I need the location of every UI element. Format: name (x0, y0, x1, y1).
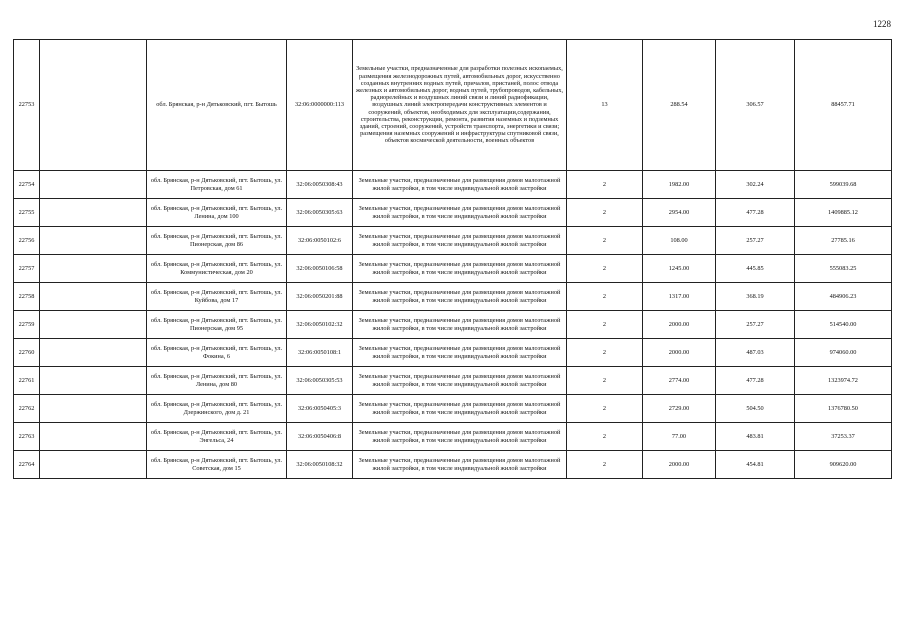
group-number-cell: 2 (567, 451, 643, 479)
row-number-cell: 22755 (14, 199, 40, 227)
cadastral-value-cell: 555083.25 (795, 255, 892, 283)
group-number-cell: 2 (567, 339, 643, 367)
table-row (14, 451, 892, 479)
group-number-cell: 2 (567, 367, 643, 395)
table-row (14, 283, 892, 311)
specific-value-cell: 306.57 (716, 40, 795, 171)
group-number-cell: 2 (567, 171, 643, 199)
table-row (14, 171, 892, 199)
page-number: 1228 (873, 19, 891, 29)
table-row (14, 40, 892, 171)
row-number-cell: 22764 (14, 451, 40, 479)
specific-value-cell: 477.28 (716, 367, 795, 395)
group-number-cell: 2 (567, 199, 643, 227)
table-row (14, 423, 892, 451)
table-body (14, 40, 892, 479)
address-cell: обл. Брянская, р-н Дятьковский, пгт. Бытошь, ул. Энгельса, 24 (147, 423, 287, 451)
cadastral-value-cell: 514540.00 (795, 311, 892, 339)
empty-cell (40, 40, 147, 171)
specific-value-cell: 504.50 (716, 395, 795, 423)
table-row (14, 255, 892, 283)
area-cell: 2000.00 (643, 311, 716, 339)
address-cell: обл. Брянская, р-н Дятьковский, пгт. Бытошь, ул. Петровская, дом 61 (147, 171, 287, 199)
specific-value-cell: 454.81 (716, 451, 795, 479)
row-number-cell: 22758 (14, 283, 40, 311)
land-use-cell: Земельные участки, предназначенные для размещения домов малоэтажной жилой застройки, в том числе индивидуальной жилой застройки (353, 283, 567, 311)
area-cell: 1317.00 (643, 283, 716, 311)
address-cell: обл. Брянская, р-н Дятьковский, пгт. Бытошь, ул. Коммунистическая, дом 20 (147, 255, 287, 283)
empty-cell (40, 367, 147, 395)
cadastral-number-cell: 32:06:0050308:43 (287, 171, 353, 199)
address-cell: обл. Брянская, р-н Дятьковский, пгт. Бытошь (147, 40, 287, 171)
specific-value-cell: 302.24 (716, 171, 795, 199)
row-number-cell: 22761 (14, 367, 40, 395)
specific-value-cell: 483.81 (716, 423, 795, 451)
specific-value-cell: 445.85 (716, 255, 795, 283)
area-cell: 2954.00 (643, 199, 716, 227)
land-use-cell: Земельные участки, предназначенные для размещения домов малоэтажной жилой застройки, в том числе индивидуальной жилой застройки (353, 339, 567, 367)
cadastral-value-cell: 88457.71 (795, 40, 892, 171)
table-row (14, 395, 892, 423)
empty-cell (40, 339, 147, 367)
cadastral-number-cell: 32:06:0050305:63 (287, 199, 353, 227)
land-use-cell: Земельные участки, предназначенные для размещения домов малоэтажной жилой застройки, в том числе индивидуальной жилой застройки (353, 451, 567, 479)
cadastral-number-cell: 32:06:0050406:8 (287, 423, 353, 451)
cadastral-value-cell: 599039.68 (795, 171, 892, 199)
empty-cell (40, 255, 147, 283)
area-cell: 2729.00 (643, 395, 716, 423)
table-row (14, 339, 892, 367)
group-number-cell: 2 (567, 283, 643, 311)
address-cell: обл. Брянская, р-н Дятьковский, пгт. Бытошь, ул. Куйбова, дом 17 (147, 283, 287, 311)
address-cell: обл. Брянская, р-н Дятьковский, пгт. Бытошь, ул. Ленина, дом 80 (147, 367, 287, 395)
specific-value-cell: 368.19 (716, 283, 795, 311)
cadastral-value-table (13, 39, 892, 479)
empty-cell (40, 451, 147, 479)
specific-value-cell: 477.28 (716, 199, 795, 227)
cadastral-value-cell: 974060.00 (795, 339, 892, 367)
address-cell: обл. Брянская, р-н Дятьковский, пгт. Бытошь, ул. Ленина, дом 100 (147, 199, 287, 227)
cadastral-value-cell: 37253.37 (795, 423, 892, 451)
empty-cell (40, 227, 147, 255)
empty-cell (40, 283, 147, 311)
area-cell: 1245.00 (643, 255, 716, 283)
table-row (14, 227, 892, 255)
area-cell: 77.00 (643, 423, 716, 451)
cadastral-value-cell: 1376780.50 (795, 395, 892, 423)
specific-value-cell: 487.03 (716, 339, 795, 367)
row-number-cell: 22759 (14, 311, 40, 339)
empty-cell (40, 395, 147, 423)
empty-cell (40, 311, 147, 339)
group-number-cell: 2 (567, 395, 643, 423)
row-number-cell: 22762 (14, 395, 40, 423)
address-cell: обл. Брянская, р-н Дятьковский, пгт. Бытошь, ул. Пионерская, дом 86 (147, 227, 287, 255)
specific-value-cell: 257.27 (716, 311, 795, 339)
group-number-cell: 2 (567, 423, 643, 451)
cadastral-number-cell: 32:06:0050102:32 (287, 311, 353, 339)
cadastral-number-cell: 32:06:0050305:53 (287, 367, 353, 395)
area-cell: 108.00 (643, 227, 716, 255)
area-cell: 2774.00 (643, 367, 716, 395)
area-cell: 1982.00 (643, 171, 716, 199)
cadastral-value-cell: 27785.16 (795, 227, 892, 255)
cadastral-number-cell: 32:06:0050108:32 (287, 451, 353, 479)
land-use-cell: Земельные участки, предназначенные для размещения домов малоэтажной жилой застройки, в том числе индивидуальной жилой застройки (353, 395, 567, 423)
land-use-cell: Земельные участки, предназначенные для разработки полезных ископаемых, размещения железнодорожных путей, автомобильных дорог, искусственно созданных внутренних водных путей, причалов, пристаней, полос отвода железных и автомобильных дорог, водных путей, трубопроводов, кабельных, радиорелейных и воздушных линий связи и линий радиофикации, воздушных линий электропередачи конструктивных элементов и сооружений, объектов, необходимых для эксплуатации,содержания, строительства, реконструкции, ремонта, развития наземных и подземных зданий, строений, сооружений, устройств транспорта, энергетики и связи; размещения наземных сооружений и инфраструктуры спутниковой связи, объектов космической деятельности, военных объектов (353, 40, 567, 171)
group-number-cell: 13 (567, 40, 643, 171)
cadastral-number-cell: 32:06:0050108:1 (287, 339, 353, 367)
cadastral-number-cell: 32:06:0050106:58 (287, 255, 353, 283)
address-cell: обл. Брянская, р-н Дятьковский, пгт. Бытошь, ул. Фокина, 6 (147, 339, 287, 367)
area-cell: 2000.00 (643, 451, 716, 479)
land-use-cell: Земельные участки, предназначенные для размещения домов малоэтажной жилой застройки, в том числе индивидуальной жилой застройки (353, 199, 567, 227)
land-use-cell: Земельные участки, предназначенные для размещения домов малоэтажной жилой застройки, в том числе индивидуальной жилой застройки (353, 171, 567, 199)
empty-cell (40, 171, 147, 199)
table-row (14, 311, 892, 339)
table-row (14, 367, 892, 395)
row-number-cell: 22753 (14, 40, 40, 171)
area-cell: 2000.00 (643, 339, 716, 367)
row-number-cell: 22754 (14, 171, 40, 199)
row-number-cell: 22756 (14, 227, 40, 255)
row-number-cell: 22760 (14, 339, 40, 367)
cadastral-value-cell: 1409885.12 (795, 199, 892, 227)
area-cell: 288.54 (643, 40, 716, 171)
land-use-cell: Земельные участки, предназначенные для размещения домов малоэтажной жилой застройки, в том числе индивидуальной жилой застройки (353, 367, 567, 395)
empty-cell (40, 423, 147, 451)
cadastral-number-cell: 32:06:0050102:6 (287, 227, 353, 255)
row-number-cell: 22757 (14, 255, 40, 283)
address-cell: обл. Брянская, р-н Дятьковский, пгт. Бытошь, ул. Советская, дом 15 (147, 451, 287, 479)
cadastral-value-cell: 1323974.72 (795, 367, 892, 395)
group-number-cell: 2 (567, 227, 643, 255)
land-use-cell: Земельные участки, предназначенные для размещения домов малоэтажной жилой застройки, в том числе индивидуальной жилой застройки (353, 311, 567, 339)
address-cell: обл. Брянская, р-н Дятьковский, пгт. Бытошь, ул. Пионерская, дом 95 (147, 311, 287, 339)
cadastral-number-cell: 32:06:0000000:113 (287, 40, 353, 171)
land-use-cell: Земельные участки, предназначенные для размещения домов малоэтажной жилой застройки, в том числе индивидуальной жилой застройки (353, 227, 567, 255)
land-use-cell: Земельные участки, предназначенные для размещения домов малоэтажной жилой застройки, в том числе индивидуальной жилой застройки (353, 255, 567, 283)
row-number-cell: 22763 (14, 423, 40, 451)
address-cell: обл. Брянская, р-н Дятьковский, пгт. Бытошь, ул. Дзержинского, дом д. 21 (147, 395, 287, 423)
group-number-cell: 2 (567, 311, 643, 339)
specific-value-cell: 257.27 (716, 227, 795, 255)
empty-cell (40, 199, 147, 227)
land-use-cell: Земельные участки, предназначенные для размещения домов малоэтажной жилой застройки, в том числе индивидуальной жилой застройки (353, 423, 567, 451)
cadastral-value-cell: 909620.00 (795, 451, 892, 479)
table-row (14, 199, 892, 227)
cadastral-number-cell: 32:06:0050201:88 (287, 283, 353, 311)
group-number-cell: 2 (567, 255, 643, 283)
cadastral-value-cell: 484906.23 (795, 283, 892, 311)
cadastral-number-cell: 32:06:0050405:3 (287, 395, 353, 423)
